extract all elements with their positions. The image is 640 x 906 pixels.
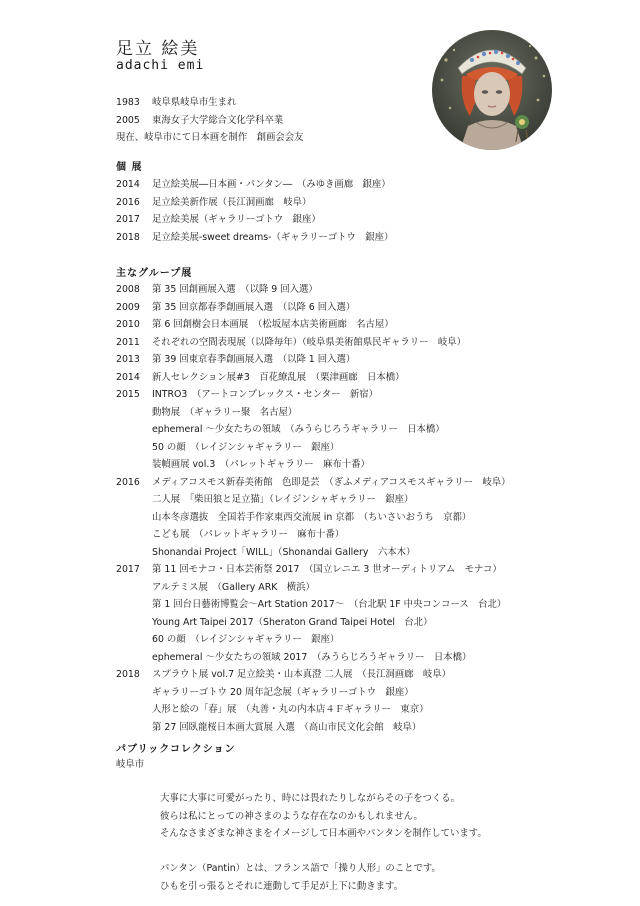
exhibition-year: 2018 — [116, 231, 140, 243]
group-exhibitions-heading: 主なグループ展 — [116, 268, 193, 279]
bio-row — [116, 94, 304, 112]
exhibition-year: 2018 — [116, 669, 140, 680]
collection-item: 岐阜市 — [116, 759, 145, 770]
exhibition-text: 足立絵美新作展（長江洞画廊 岐阜） — [152, 196, 312, 208]
exhibition-text: スプラウト展 vol.7 足立絵美・山本真澄 二人展 （長江洞画廊 岐阜） — [152, 669, 451, 680]
exhibition-text: 第 11 回モナコ・日本芸術祭 2017 （国立レニエ 3 世オーディトリアム モナコ） — [152, 564, 502, 575]
exhibition-text: 第 6 回創樹会日本画展 （松坂屋本店美術画廊 名古屋） — [152, 319, 394, 330]
exhibition-text: 山本冬彦選抜 全国若手作家東西交流展 in 京都 （ちいさいおうち 京都） — [152, 511, 472, 523]
public-collection-list — [116, 756, 144, 774]
bio-row — [116, 112, 304, 130]
exhibition-text: 第 1 回台日藝術博覧会～Art Station 2017～ （台北駅 1F 中央コンコース 台北） — [152, 599, 507, 610]
exhibition-text: ギャラリーゴトウ 20 周年記念展（ギャラリーゴトウ 銀座） — [152, 686, 414, 698]
exhibition-text: ephemeral ～少女たちの領域 （みうらじろうギャラリー 日本橋） — [152, 424, 445, 435]
exhibition-year: 2016 — [116, 476, 140, 488]
exhibition-text: 人形と絵の「春」展 （丸善・丸の内本店４Ｆギャラリー 東京） — [152, 704, 429, 715]
exhibition-text: 60 の顔 （レイジンシャギャラリー 銀座） — [152, 634, 340, 645]
exhibition-text: 50 の顔 （レイジンシャギャラリー 銀座） — [152, 441, 340, 453]
exhibition-year: 2017 — [116, 564, 140, 575]
artist-portrait-painting — [432, 30, 552, 150]
artist-name-japanese: 足立 絵美 — [116, 39, 200, 59]
exhibition-text: 新人セレクション展#3 百花繚乱展 （栗津画廊 日本橋） — [152, 371, 405, 383]
exhibition-text: メディアコスモス新春美術館 色即是芸 （ぎふメディアコスモスギャラリー 岐阜） — [152, 476, 511, 488]
exhibition-text: INTRO3 （アートコンプレックス・センター 新宿） — [152, 389, 378, 400]
exhibition-text: 装幀画展 vol.3 （パレットギャラリー 麻布十番） — [152, 459, 370, 470]
statement-line: 彼らは私にとっての神さまのような存在なのかもしれません。 — [160, 810, 423, 822]
exhibition-text: アルテミス展 （Gallery ARK 横浜） — [152, 581, 315, 593]
artist-name-english: adachi emi — [116, 58, 205, 73]
exhibition-year: 2014 — [116, 371, 140, 383]
exhibition-text: 足立絵美展-sweet dreams-（ギャラリーゴトウ 銀座） — [152, 231, 394, 243]
bio-text: 岐阜県岐阜市生まれ — [152, 97, 237, 108]
solo-exhibitions-heading: 個 展 — [116, 162, 143, 173]
exhibition-text: 足立絵美展―日本画・パンタン― （みゆき画廊 銀座） — [152, 179, 391, 190]
bio-year: 2005 — [116, 114, 140, 126]
exhibition-text: こども展 （パレットギャラリー 麻布十番） — [152, 529, 345, 540]
exhibition-year: 2015 — [116, 389, 140, 400]
exhibition-year: 2016 — [116, 196, 140, 208]
statement-line: そんなさまざまな神さまをイメージして日本画やパンタンを制作しています。 — [160, 828, 487, 839]
bio-year: 1983 — [116, 97, 140, 108]
statement-line: ひもを引っ張るとそれに連動して手足が上下に動きます。 — [160, 880, 404, 892]
statement-line: パンタン（Pantin）とは、フランス語で「操り人形」のことです。 — [160, 863, 441, 874]
exhibition-year: 2010 — [116, 319, 140, 330]
exhibition-text: 第 27 回臥龍桜日本画大賞展 入選 （高山市民文化会館 岐阜） — [152, 721, 422, 733]
exhibition-text: Shonandai Project「WILL」（Shonandai Gallery 六本木） — [152, 546, 416, 558]
exhibition-text: それぞれの空間表現展（以降毎年）（岐阜県美術館県民ギャラリー 岐阜） — [152, 336, 467, 348]
exhibition-year: 2009 — [116, 301, 140, 313]
exhibition-text: 二人展 「柴田狼と足立猫」（レイジンシャギャラリー 銀座） — [152, 494, 414, 505]
public-collection-heading: パブリックコレクション — [116, 744, 236, 755]
bio-current: 現在、岐阜市にて日本画を制作 創画会会友 — [116, 132, 304, 143]
exhibition-text: ephemeral ～少女たちの領域 2017 （みうらじろうギャラリー 日本橋） — [152, 651, 472, 663]
artist-statement — [160, 790, 487, 895]
statement-line: 大事に大事に可愛がったり、時には畏れたりしながらその子をつくる。 — [160, 793, 461, 804]
exhibition-year: 2013 — [116, 354, 140, 365]
bio-section — [116, 94, 304, 147]
exhibition-text: 第 35 回創画展入選 （以降 9 回入選） — [152, 284, 318, 295]
exhibition-text: 動物展 （ギャラリー聚 名古屋） — [152, 406, 298, 418]
exhibition-year: 2017 — [116, 214, 140, 225]
exhibition-year: 2014 — [116, 179, 140, 190]
exhibition-text: 足立絵美展（ギャラリーゴトウ 銀座） — [152, 214, 321, 225]
exhibition-year: 2011 — [116, 336, 140, 348]
exhibition-text: Young Art Taipei 2017（Sheraton Grand Taipei Hotel 台北） — [152, 616, 433, 628]
bio-text: 東海女子大学総合文化学科卒業 — [152, 114, 284, 126]
exhibition-text: 第 39 回東京春季創画展入選 （以降 1 回入選） — [152, 354, 356, 365]
exhibition-text: 第 35 回京都春季創画展入選 （以降 6 回入選） — [152, 301, 356, 313]
exhibition-year: 2008 — [116, 284, 140, 295]
statement-line — [160, 843, 487, 861]
